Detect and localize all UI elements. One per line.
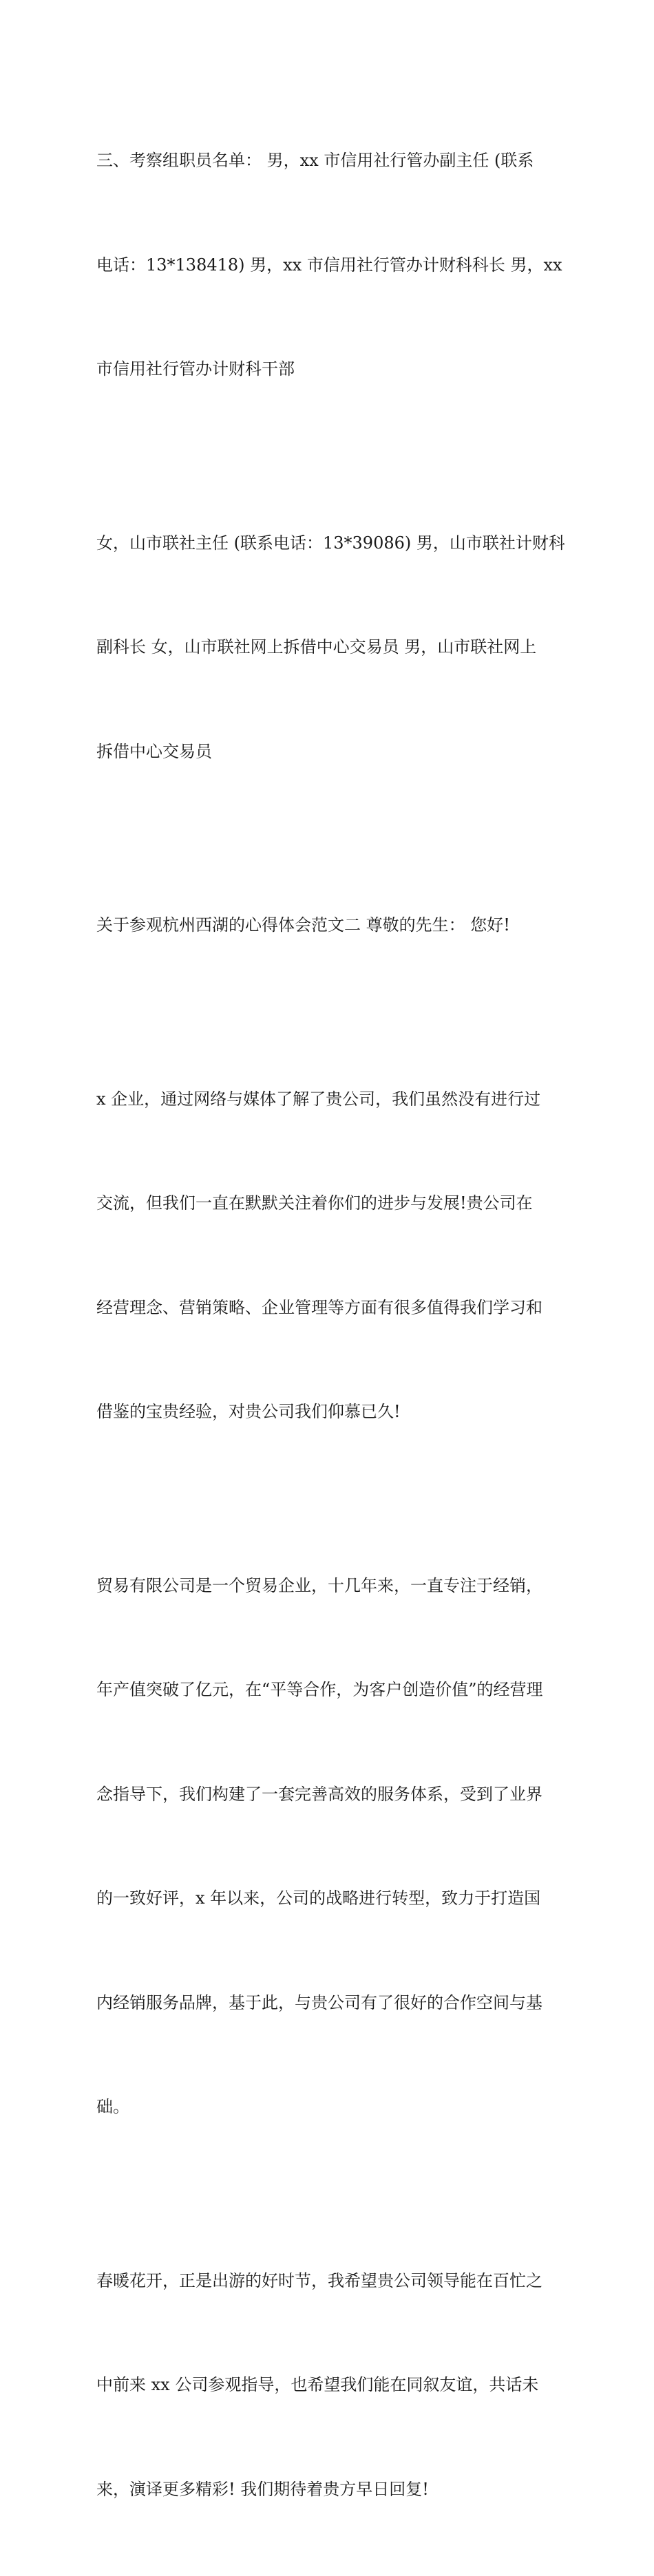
text-line: 年产值突破了亿元，在“平等合作，为客户创造价值”的经营理 (96, 1672, 565, 1707)
text-line: 交流，但我们一直在默默关注着你们的进步与发展!贵公司在 (96, 1186, 565, 1221)
paragraph-inspection-team (96, 74, 565, 456)
text-line: 三、考察组职员名单： 男，xx 市信用社行管办副主任 (联系 (96, 143, 565, 178)
text-line: 经营理念、营销策略、企业管理等方面有很多值得我们学习和 (96, 1290, 565, 1326)
text-line: 女，山市联社主任 (联系电话：13*39086) 男，山市联社计财科 (96, 526, 565, 561)
text-line: 念指导下，我们构建了一套完善高效的服务体系，受到了业界 (96, 1777, 565, 1812)
text-line: 来，演译更多精彩! 我们期待着贵方早日回复! (96, 2472, 565, 2507)
document-body (96, 74, 565, 2576)
text-line: 础。 (96, 2089, 565, 2125)
paragraph-invitation (96, 2194, 565, 2576)
text-line: 副科长 女，山市联社网上拆借中心交易员 男，山市联社网上 (96, 630, 565, 665)
text-line: x 企业，通过网络与媒体了解了贵公司，我们虽然没有进行过 (96, 1082, 565, 1117)
text-line: 市信用社行管办计财科干部 (96, 352, 565, 387)
text-line: 春暖花开，正是出游的好时节，我希望贵公司领导能在百忙之 (96, 2264, 565, 2299)
text-line: 电话：13*138418) 男，xx 市信用社行管办计财科科长 男，xx (96, 248, 565, 283)
text-line: 借鉴的宝贵经验，对贵公司我们仰慕已久! (96, 1394, 565, 1429)
text-line: 拆借中心交易员 (96, 734, 565, 769)
text-line: 内经销服务品牌，基于此，与贵公司有了很好的合作空间与基 (96, 1986, 565, 2021)
text-line: 贸易有限公司是一个贸易企业，十几年来，一直专注于经销， (96, 1568, 565, 1604)
document-page (0, 0, 654, 846)
paragraph-introduction (96, 1012, 565, 1499)
paragraph-county-union (96, 456, 565, 839)
paragraph-company-profile (96, 1499, 565, 2194)
text-line: 中前来 xx 公司参观指导，也希望我们能在同叙友谊，共话未 (96, 2367, 565, 2403)
text-line: 的一致好评，x 年以来，公司的战略进行转型，致力于打造国 (96, 1881, 565, 1916)
paragraph-sample-heading (96, 838, 565, 1012)
text-line: 关于参观杭州西湖的心得体会范文二 尊敬的先生： 您好! (96, 908, 565, 943)
